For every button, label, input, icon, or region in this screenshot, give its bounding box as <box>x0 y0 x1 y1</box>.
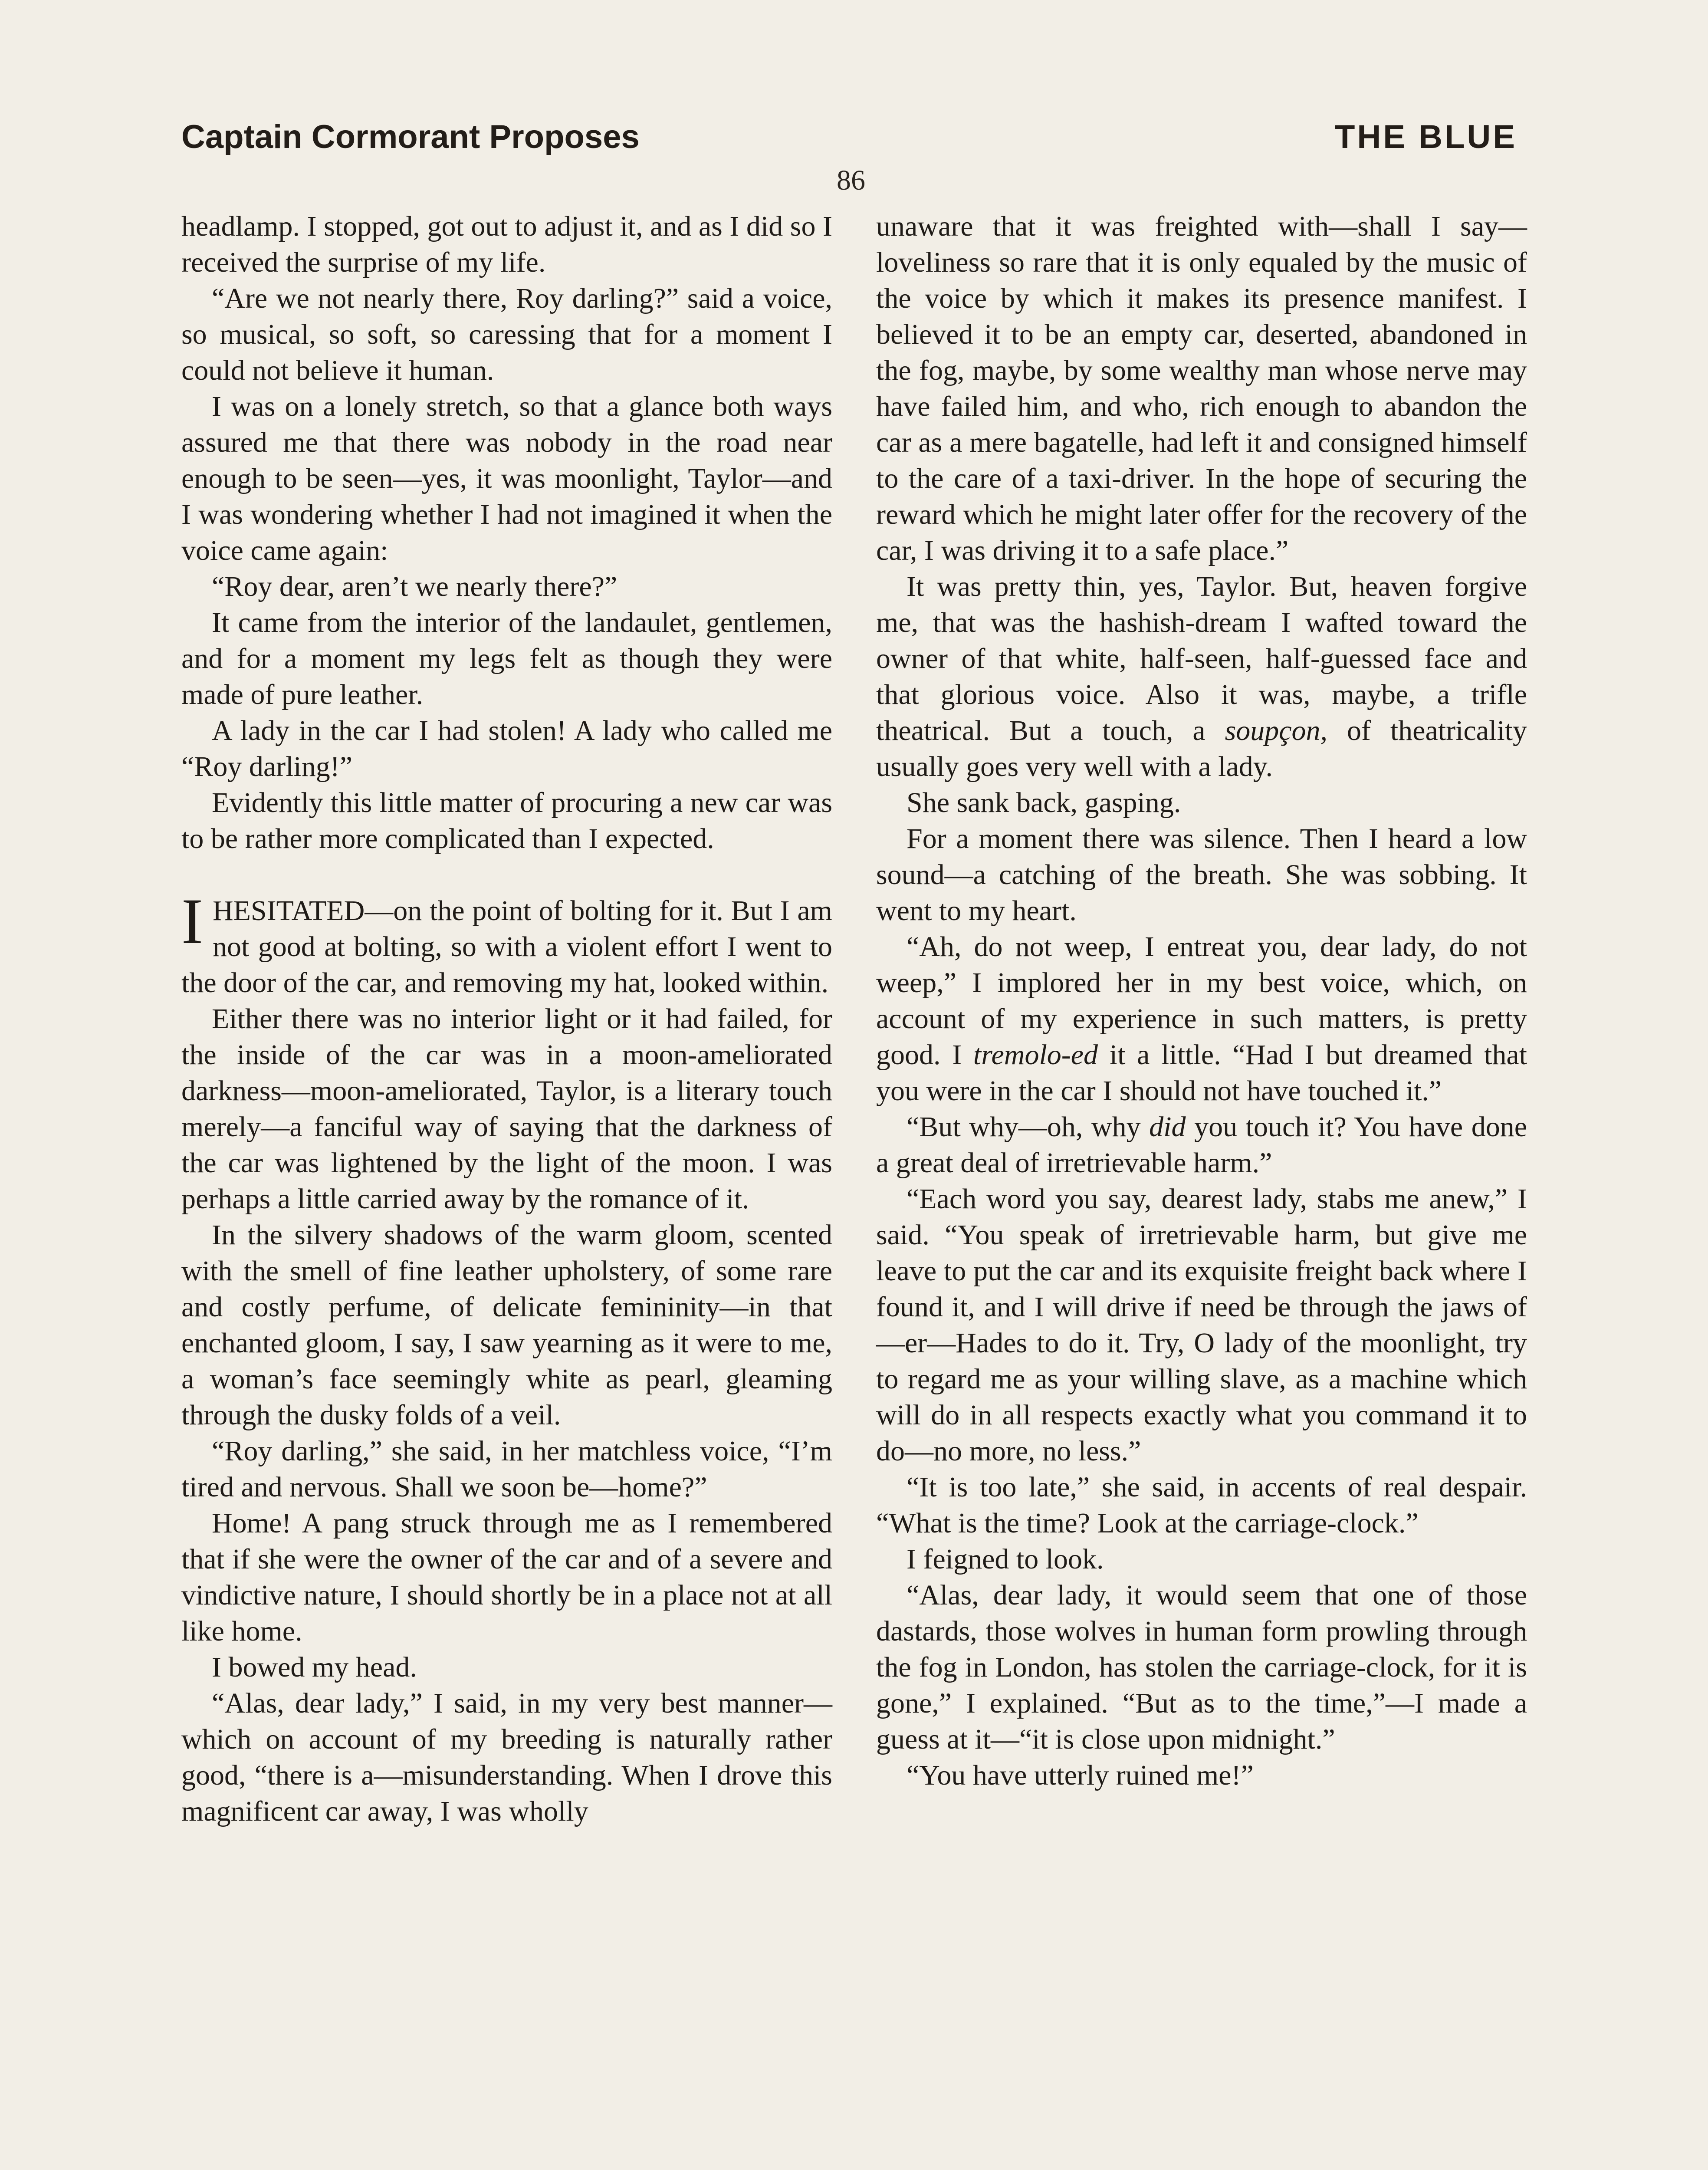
paragraph <box>876 569 1527 785</box>
paragraph: I bowed my head. <box>212 1651 417 1683</box>
paragraph: “Alas, dear lady, it would seem that one of those dastards, those wolves in human form prowling through the fog in London, has stolen the carriage-clock, for it is gone,” I explained. “But as to the time,”—I made a guess at it—“it is close upon midnight.” <box>876 1579 1527 1755</box>
italic-text: soupçon, <box>1225 715 1328 746</box>
paragraph: I was on a lonely stretch, so that a glance both ways assured me that there was nobody in the road near enough to be seen—yes, it was moonlight, Taylor—and I was wondering whether I had not imagined it when the voice came again: <box>181 391 832 566</box>
text-run: It was pretty thin, yes, Taylor. But, heaven forgive me, that was the hashish-dream I wafted toward the owner of that white, half-seen, half-guessed face and that glorious voice. Also it was, maybe, a trifle theatrical. But a touch, a <box>876 571 1527 746</box>
paragraph: In the silvery shadows of the warm gloom, scented with the smell of fine leather upholstery, of some rare and costly perfume, of delicate femininity—in that enchanted gloom, I say, I saw yearning as it were to me, a woman’s face seemingly white as pearl, gleaming through the dusky folds of a veil. <box>181 1219 832 1431</box>
paragraph: Evidently this little matter of procuring a new car was to be rather more complicated than I expected. <box>181 787 832 855</box>
paragraph: “Are we not nearly there, Roy darling?” said a voice, so musical, so soft, so caressing that for a moment I could not believe it human. <box>181 283 832 386</box>
paragraph: unaware that it was freighted with—shall I say—loveliness so rare that it is only equaled by the music of the voice by which it makes its presence manifest. I believed it to be an empty car, deserted, abandoned in the fog, maybe, by some wealthy man whose nerve may have failed him, and who, rich enough to abandon the car as a mere bagatelle, had left it and consigned himself to the care of a taxi-driver. In the hope of securing the reward which he might later offer for the recovery of the car, I was driving it to a safe place.” <box>876 210 1527 566</box>
paragraph: I feigned to look. <box>907 1543 1104 1575</box>
paragraph: “Alas, dear lady,” I said, in my very best manner—which on account of my breeding is naturally rather good, “there is a—misunderstanding. When I drove this magnificent car away, I was wholly <box>181 1687 832 1827</box>
paragraph: For a moment there was silence. Then I heard a low sound—a catching of the breath. She was sobbing. It went to my heart. <box>876 823 1527 927</box>
right-column <box>876 208 1527 1793</box>
text-run: “Ah, do not weep, I entreat you, dear lady, do not weep,” I implored her in my best voice, which, on account of my experience in such matters, is pretty good. I <box>876 931 1527 1071</box>
paragraph: A lady in the car I had stolen! A lady who called me “Roy darling!” <box>181 715 832 783</box>
section-start-paragraph <box>181 885 832 1001</box>
paragraph: “Roy dear, aren’t we nearly there?” <box>212 571 618 602</box>
paragraph: Either there was no interior light or it had failed, for the inside of the car was in a moon-ameliorated darkness—moon-ameliorated, Taylor, is a literary touch merely—a fanciful way of saying that the darkness of the car was lightened by the light of the moon. I was perhaps a little carried away by the romance of it. <box>181 1003 832 1215</box>
paragraph: headlamp. I stopped, got out to adjust it, and as I did so I received the surprise of my life. <box>181 210 832 278</box>
italic-text: tremolo-ed <box>973 1039 1098 1071</box>
paragraph: She sank back, gasping. <box>907 787 1181 819</box>
running-header-title: Captain Cormorant Proposes <box>181 118 640 155</box>
text-run: it a little. “Had I but dreamed that you were in the car I should not have touched it.” <box>876 1039 1527 1107</box>
paragraph: Home! A pang struck through me as I remembered that if she were the owner of the car and of a severe and vindictive nature, I should shortly be in a place not at all like home. <box>181 1507 832 1647</box>
paragraph: “Roy darling,” she said, in her matchless voice, “I’m tired and nervous. Shall we soon be—home?” <box>181 1435 832 1503</box>
paragraph: “It is too late,” she said, in accents of real despair. “What is the time? Look at the carriage-clock.” <box>876 1471 1527 1539</box>
text-run: of theatricality usually goes very well with a lady. <box>876 715 1527 783</box>
paragraph: “Each word you say, dearest lady, stabs me anew,” I said. “You speak of irretrievable harm, but give me leave to put the car and its exquisite freight back where I found it, and I will drive if need be through the jaws of—er—Hades to do it. Try, O lady of the moonlight, try to regard me as your willing slave, as a machine which will do in all respects exactly what you command it to do—no more, no less.” <box>876 1183 1527 1467</box>
italic-text: did <box>1149 1111 1186 1143</box>
paragraph <box>876 929 1527 1109</box>
text-run: “But why—oh, why <box>907 1111 1150 1143</box>
section-start-text: HESITATED—on the point of bolting for it. But I am not good at bolting, so with a violent effort I went to the door of the car, and removing my hat, looked within. <box>181 895 832 999</box>
running-header-magazine: THE BLUE <box>1335 118 1517 155</box>
page-number: 86 <box>837 164 865 196</box>
paragraph <box>876 1109 1527 1181</box>
drop-cap: I <box>181 885 203 957</box>
text-run: you touch it? You have done a great deal of irretrievable harm.” <box>876 1111 1527 1179</box>
left-column <box>181 208 832 1829</box>
paragraph: It came from the interior of the landaulet, gentlemen, and for a moment my legs felt as though they were made of pure leather. <box>181 607 832 710</box>
paragraph: “You have utterly ruined me!” <box>907 1759 1254 1791</box>
